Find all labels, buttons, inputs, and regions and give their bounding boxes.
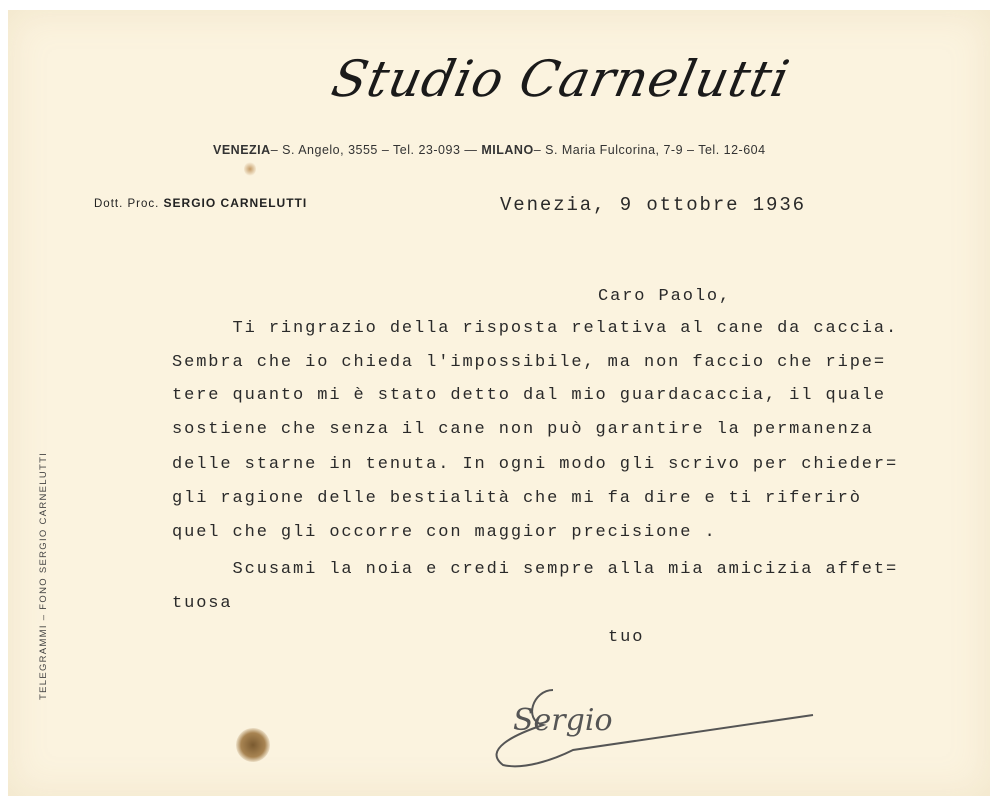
salutation: Caro Paolo, (598, 287, 732, 306)
stain (244, 162, 256, 176)
sender-title: Dott. Proc. (94, 198, 160, 210)
body-line: gli ragione delle bestialità che mi fa dire e ti riferirò (172, 489, 862, 508)
signature-text: Sergio (513, 703, 613, 738)
body-line: sostiene che senza il cane non può garantire la permanenza (172, 420, 874, 439)
body-line: tere quanto mi è stato detto dal mio guardacaccia, il quale (172, 386, 886, 405)
venezia-address: – S. Angelo, 3555 – Tel. 23-093 (270, 143, 461, 157)
stain (236, 728, 270, 762)
sender-name: SERGIO CARNELUTTI (163, 196, 308, 210)
body-line: delle starne in tenuta. In ogni modo gli scrivo per chieder= (172, 455, 899, 474)
body-line: tuosa (172, 594, 233, 613)
body-line: Ti ringrazio della risposta relativa al cane da caccia. (172, 319, 899, 338)
letterhead-address (213, 143, 766, 157)
body-line: Sembra che io chieda l'impossibile, ma non faccio che ripe= (172, 353, 886, 372)
milano-city: MILANO (481, 143, 534, 157)
side-note: TELEGRAMMI – FONO SERGIO CARNELUTTI (38, 451, 49, 700)
signature (473, 670, 833, 780)
venezia-city: VENEZIA (213, 143, 271, 157)
closing: tuo (608, 628, 645, 647)
body-line: Scusami la noia e credi sempre alla mia amicizia affet= (172, 560, 899, 579)
milano-address: – S. Maria Fulcorina, 7-9 – Tel. 12-604 (533, 143, 766, 157)
studio-logo: Studio Carnelutti (326, 50, 795, 108)
letter-paper (8, 10, 990, 796)
address-separator: — (464, 143, 478, 157)
body-line: quel che gli occorre con maggior precisione . (172, 523, 717, 542)
letter-date: Venezia, 9 ottobre 1936 (500, 194, 806, 216)
sender (94, 196, 307, 210)
